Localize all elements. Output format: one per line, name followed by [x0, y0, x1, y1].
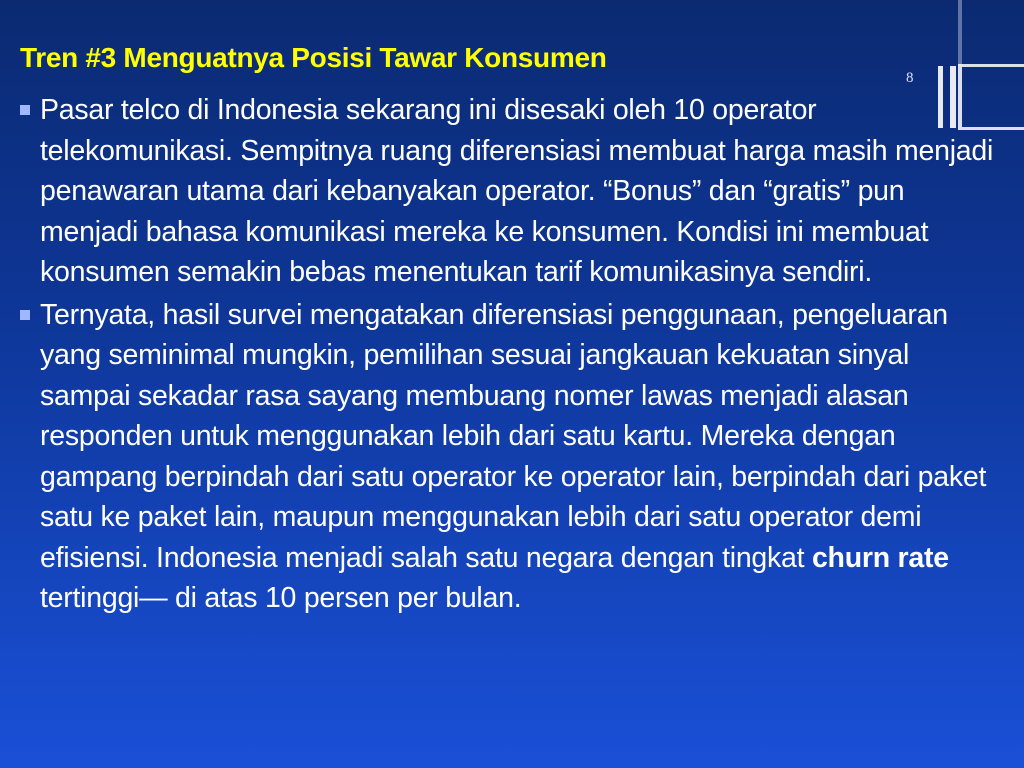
slide-content: [20, 90, 1000, 621]
churn-rate-emphasis: churn rate: [811, 541, 949, 574]
bullet-text: [40, 295, 1000, 619]
bullet-text-start: Ternyata, hasil survei mengatakan diferensiasi penggunaan, pengeluaran yang seminimal mungkin, pemilihan sesuai jangkauan kekuatan sinyal sampai sekadar rasa sayang membuang nomer lawas menjadi alasan responden untuk menggunakan lebih dari satu kartu. Mereka dengan gampang berpindah dari satu operator ke operator lain, berpindah dari paket satu ke paket lain, maupun menggunakan lebih dari satu operator demi efisiensi. Indonesia menjadi salah satu negara dengan tingkat: [40, 298, 987, 574]
page-number: 8: [906, 70, 914, 86]
bullet-text-end: tertinggi— di atas 10 persen per bulan.: [40, 582, 522, 614]
square-bullet-icon: [20, 310, 30, 320]
bullet-item-1: [20, 90, 1000, 293]
square-bullet-icon: [20, 105, 30, 115]
bullet-item-2: [20, 295, 1000, 619]
bullet-text: Pasar telco di Indonesia sekarang ini disesaki oleh 10 operator telekomunikasi. Sempitnya ruang diferensiasi membuat harga masih menjadi penawaran utama dari kebanyakan operator. “Bonus” dan “gratis” pun menjadi bahasa komunikasi mereka ke konsumen. Kondisi ini membuat konsumen semakin bebas menentukan tarif komunikasinya sendiri.: [40, 94, 994, 288]
decorative-top-line: [958, 0, 962, 66]
slide-title: Tren #3 Menguatnya Posisi Tawar Konsumen: [20, 42, 607, 73]
